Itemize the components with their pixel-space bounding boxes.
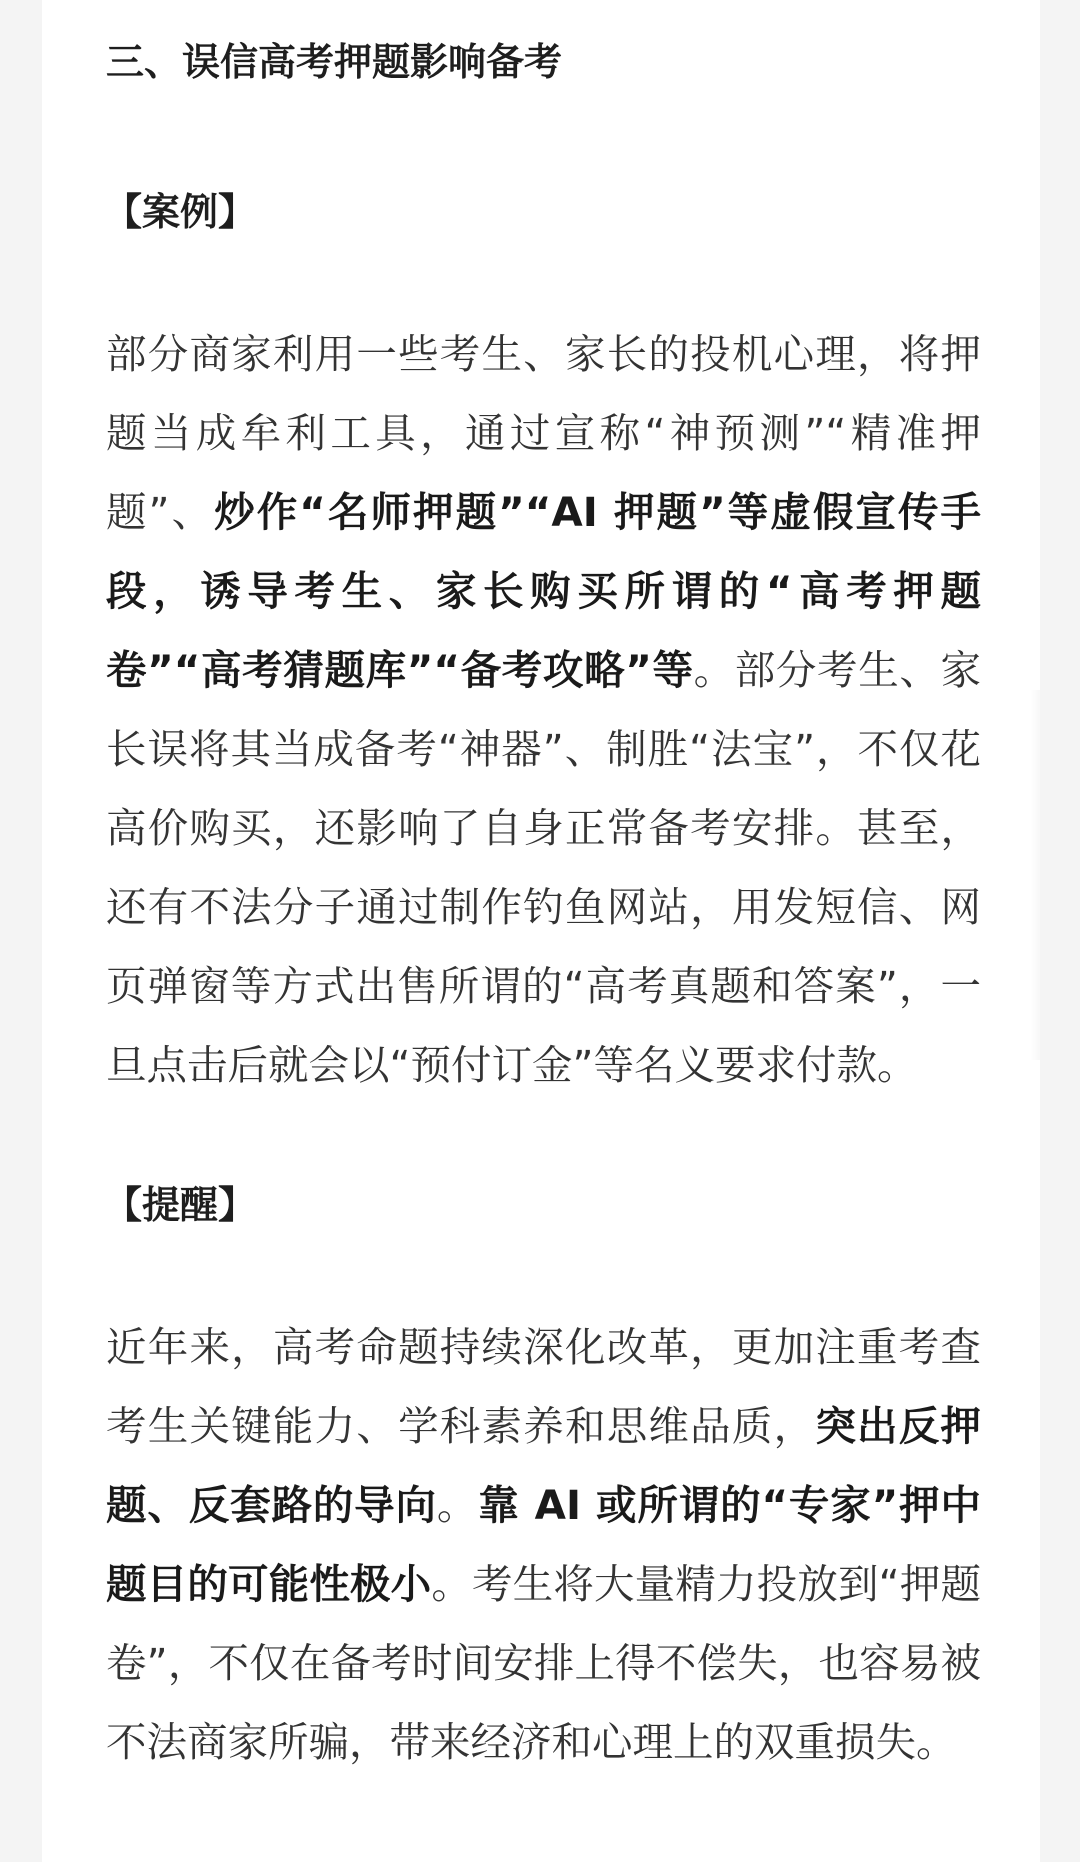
reminder-label: 【提醒】 [104, 1183, 257, 1227]
reminder-bold-run: 突出反押题、反套路的导向 [106, 1402, 982, 1529]
reminder-bold-run: 靠 AI 或所谓的“专家”押中题目的可能性极小 [106, 1481, 982, 1608]
page-edge-shadow [1030, 690, 1040, 1060]
reminder-text-run: 。考生将大量精力投放到“押题卷”，不仅在备考时间安排上得不偿失，也容易被不法商家所骗，带来经济和心理上的双重损失。 [106, 1560, 982, 1766]
case-label: 【案例】 [104, 190, 257, 234]
case-bold-run: 炒作“名师押题”“AI 押题”等虚假宣传手段，诱导考生、家长购买所谓的“高考押题卷”“高考猜题库”“备考攻略”等 [106, 488, 982, 694]
reminder-text-run: 。 [436, 1481, 479, 1529]
reminder-text-run: 近年来，高考命题持续深化改革，更加注重考查考生关键能力、学科素养和思维品质， [106, 1323, 981, 1450]
case-paragraph [106, 315, 981, 1105]
reminder-paragraph [106, 1308, 981, 1782]
article-page [42, 0, 1040, 1862]
case-text-run: 部分商家利用一些考生、家长的投机心理，将押题当成牟利工具，通过宣称“神预测”“精准押题”、 [106, 330, 981, 536]
case-text-run: 。部分考生、家长误将其当成备考“神器”、制胜“法宝”，不仅花高价购买，还影响了自身正常备考安排。甚至，还有不法分子通过制作钓鱼网站，用发短信、网页弹窗等方式出售所谓的“高考真题和答案”，一旦点击后就会以“预付订金”等名义要求付款。 [106, 646, 981, 1089]
section-title: 三、误信高考押题影响备考 [106, 40, 563, 84]
